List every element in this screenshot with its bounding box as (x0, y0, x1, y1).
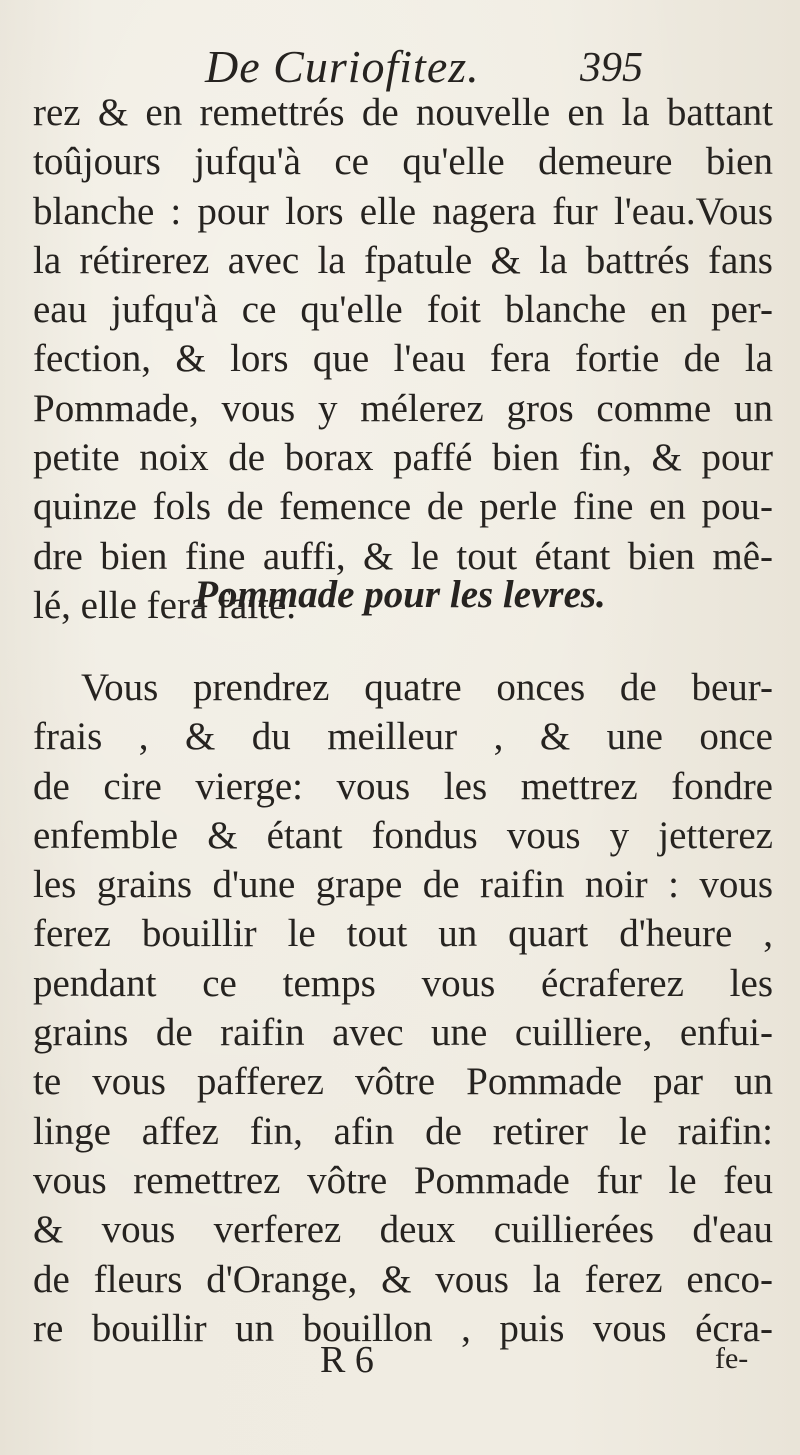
paragraph-continuation (33, 88, 773, 630)
text-line: pendant ce temps vous écraferez les (33, 961, 773, 1005)
text-line: rez & en remettrés de nouvelle en la battant (33, 91, 773, 134)
text-line: Pommade, vous y mélerez gros comme un (33, 386, 773, 430)
catchword: fe- (715, 1342, 749, 1375)
text-line: les grains d'une grape de raifin noir : vous (33, 863, 773, 907)
recipe-paragraph (33, 663, 773, 1353)
section-heading: Pommade pour les levres. (194, 573, 606, 616)
text-line: petite noix de borax paffé bien fin, & pour (33, 436, 773, 480)
text-line: lé, elle fera faite. (33, 583, 297, 627)
text-line: de cire vierge: vous les mettrez fondre (33, 764, 773, 808)
text-line: quinze fols de femence de perle fine en pou- (33, 485, 773, 529)
text-line: frais , & du meilleur , & une once (33, 715, 773, 759)
page-number: 395 (580, 45, 643, 91)
text-line: la rétirerez avec la fpatule & la battrés fans (33, 238, 773, 282)
text-line: fection, & lors que l'eau fera fortie de la (33, 337, 773, 381)
text-line: & vous verferez deux cuillierées d'eau (33, 1208, 773, 1252)
text-line: de fleurs d'Orange, & vous la ferez enco- (33, 1257, 773, 1301)
text-line: eau jufqu'à ce qu'elle foit blanche en per- (33, 288, 773, 332)
page-footer (0, 1338, 800, 1388)
text-line: Vous prendrez quatre onces de beur- (81, 666, 773, 709)
text-line: grains de raifin avec une cuilliere, enfui- (33, 1011, 773, 1055)
running-title: De Curiofitez. (205, 41, 480, 92)
text-line: linge affez fin, afin de retirer le raifin: (33, 1109, 773, 1153)
text-line: te vous pafferez vôtre Pommade par un (33, 1060, 773, 1104)
signature-mark: R 6 (320, 1339, 374, 1381)
text-line: ferez bouillir le tout un quart d'heure , (33, 912, 773, 956)
text-line: re bouillir un bouillon , puis vous écra- (33, 1306, 773, 1350)
text-line: dre bien fine auffi, & le tout étant bien mê- (33, 534, 773, 578)
text-line: blanche : pour lors elle nagera fur l'eau.Vous (33, 189, 773, 233)
text-line: vous remettrez vôtre Pommade fur le feu (33, 1158, 773, 1202)
text-line: toûjours jufqu'à ce qu'elle demeure bien (33, 140, 773, 184)
text-line: enfemble & étant fondus vous y jetterez (33, 813, 773, 857)
